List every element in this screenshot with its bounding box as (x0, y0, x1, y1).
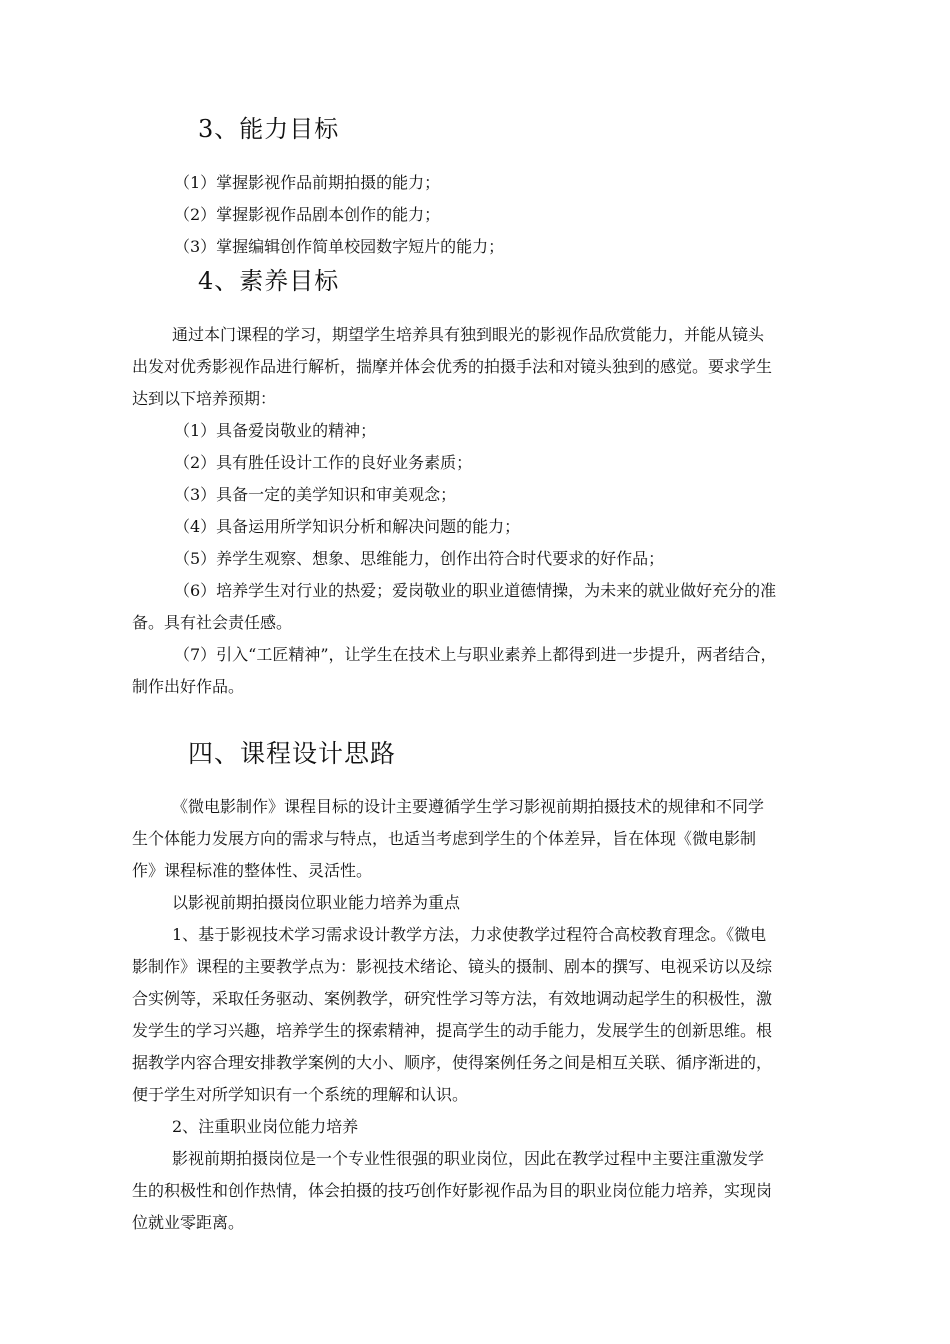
quality-item-3: （3）具备一定的美学知识和审美观念； (174, 485, 457, 504)
design-point1-line-4: 发学生的学习兴趣，培养学生的探索精神，提高学生的动手能力，发展学生的创新思维。根 (132, 1021, 773, 1040)
design-point1-line-1: 1、基于影视技术学习需求设计教学方法，力求使教学过程符合高校教育理念。《微电 (172, 925, 767, 944)
quality-item-5: （5）养学生观察、想象、思维能力，创作出符合时代要求的好作品； (174, 549, 665, 568)
design-point2-line-2: 生的积极性和创作热情，体会拍摄的技巧创作好影视作品为目的职业岗位能力培养，实现岗 (132, 1181, 773, 1200)
quality-item-2: （2）具有胜任设计工作的良好业务素质； (174, 453, 473, 472)
design-point1-line-6: 便于学生对所学知识有一个系统的理解和认识。 (132, 1085, 469, 1104)
design-point1-line-2: 影制作》课程的主要教学点为：影视技术绪论、镜头的摄制、剧本的撰写、电视采访以及综 (132, 957, 773, 976)
ability-item-3: （3）掌握编辑创作简单校园数字短片的能力； (174, 237, 505, 256)
design-para1-line-2: 生个体能力发展方向的需求与特点，也适当考虑到学生的个体差异，旨在体现《微电影制 (132, 829, 757, 848)
quality-item-6: （6）培养学生对行业的热爱；爱岗敬业的职业道德情操，为未来的就业做好充分的准 (174, 581, 777, 600)
design-point2-line-3: 位就业零距离。 (132, 1213, 245, 1232)
design-para1-line-1: 《微电影制作》课程目标的设计主要遵循学生学习影视前期拍摄技术的规律和不同学 (172, 797, 765, 816)
quality-item-1: （1）具备爱岗敬业的精神； (174, 421, 377, 440)
quality-item-6-cont: 备。具有社会责任感。 (132, 613, 293, 632)
design-point1-line-3: 合实例等，采取任务驱动、案例教学，研究性学习等方法，有效地调动起学生的积极性，激 (132, 989, 773, 1008)
ability-heading: 3、能力目标 (198, 115, 340, 143)
quality-item-4: （4）具备运用所学知识分析和解决问题的能力； (174, 517, 521, 536)
quality-intro-line-3: 达到以下培养预期： (132, 389, 277, 408)
ability-item-1: （1）掌握影视作品前期拍摄的能力； (174, 173, 441, 192)
quality-heading: 4、素养目标 (198, 267, 340, 295)
design-para1-line-3: 作》课程标准的整体性、灵活性。 (132, 861, 373, 880)
design-point2-title: 2、注重职业岗位能力培养 (172, 1117, 359, 1136)
design-heading: 四、课程设计思路 (188, 739, 397, 768)
quality-intro-line-2: 出发对优秀影视作品进行解析，揣摩并体会优秀的拍摄手法和对镜头独到的感觉。要求学生 (132, 357, 773, 376)
quality-item-7: （7）引入“工匠精神”，让学生在技术上与职业素养上都得到进一步提升，两者结合， (174, 645, 777, 664)
design-focus: 以影视前期拍摄岗位职业能力培养为重点 (172, 893, 461, 912)
ability-item-2: （2）掌握影视作品剧本创作的能力； (174, 205, 441, 224)
quality-intro-line-1: 通过本门课程的学习，期望学生培养具有独到眼光的影视作品欣赏能力，并能从镜头 (172, 325, 765, 344)
quality-item-7-cont: 制作出好作品。 (132, 677, 245, 696)
design-point1-line-5: 据教学内容合理安排教学案例的大小、顺序，使得案例任务之间是相互关联、循序渐进的， (132, 1053, 773, 1072)
design-point2-line-1: 影视前期拍摄岗位是一个专业性很强的职业岗位，因此在教学过程中主要注重激发学 (172, 1149, 765, 1168)
